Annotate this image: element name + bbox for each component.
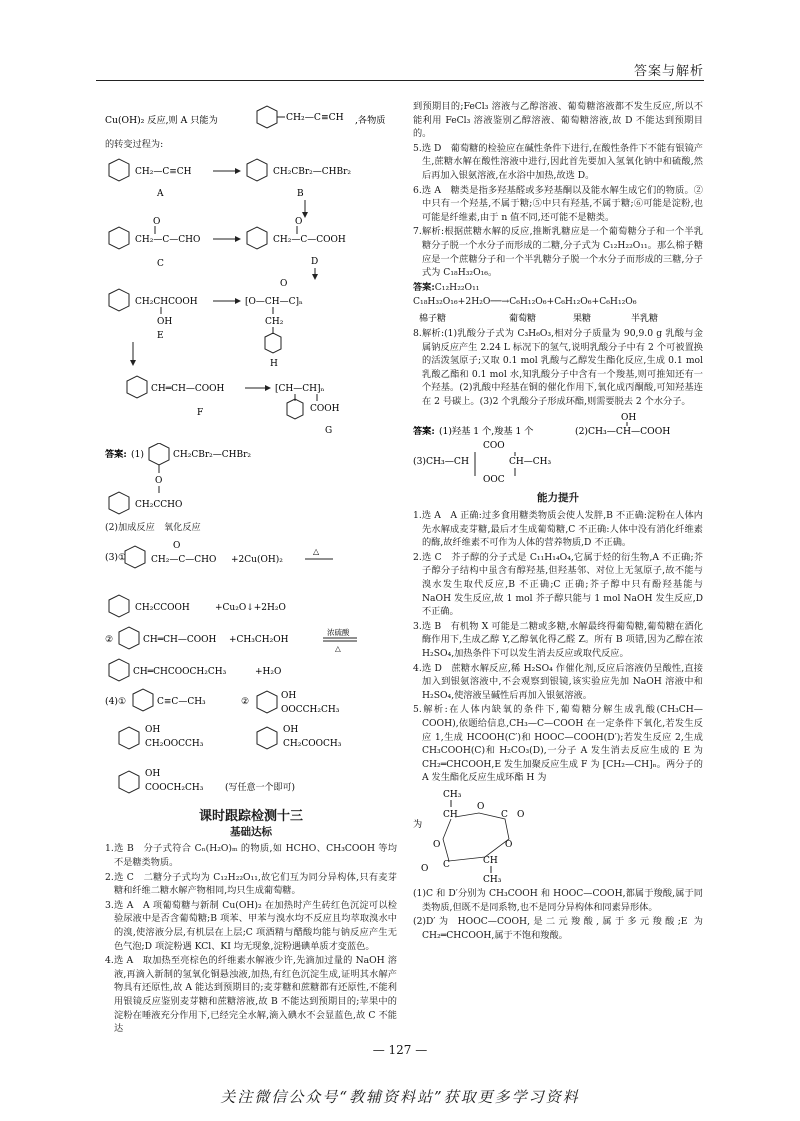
- right-item2: 4.选 D 蔗糖水解反应,稀 H₂SO₄ 作催化剂,反应后溶液仍呈酸性,直接加入到银氨溶液中,不会观察到银镜,该实验应先加 NaOH 溶液中和 H₂SO₄,使溶液呈碱性后再加入银氨溶液。: [413, 662, 703, 701]
- a4-2-label: ②: [241, 696, 250, 708]
- benzene-ring-icon: [287, 399, 303, 419]
- section-2: 能力提升: [537, 492, 579, 505]
- answer-4: [105, 688, 397, 804]
- a3-frag: CH₂—C—CHO: [151, 555, 217, 566]
- a3-label: (3)①: [105, 552, 127, 564]
- a4-note: (写任意一个即可): [225, 783, 296, 794]
- footer-notice: 关注微信公众号“教辅资料站”获取更多学习资料: [220, 1088, 580, 1106]
- left-item: 4.选 A 取加热至亮棕色的纤维素水解液少许,先滴加过量的 NaOH 溶液,再滴入新制的氢氧化铜悬浊液,加热,有红色沉淀生成,证明其水解产物具有还原性,故 A 能达到预期目的;麦芽糖和蔗糖都有还原性,不能利用银镜反应鉴别麦芽糖和蔗糖溶液,故 B 不能达到预期目的;苹果中的淀粉在唾液充分作用下,已经完全水解,滴入碘水不会显蓝色,故 C 不能达: [105, 955, 397, 1035]
- h-ch3-top: CH₃: [443, 789, 462, 800]
- o-h: O: [280, 278, 288, 289]
- right-end-2: (2)D′为 HOOC—COOH,是二元羧酸,属于多元羧酸;E 为 CH₂═CHCOOH,属于不饱和羧酸。: [413, 916, 703, 941]
- equation-7-names: [413, 311, 703, 325]
- frag-e: CH₂CHCOOH: [135, 296, 198, 307]
- a4-4: CH₂COOCH₃: [283, 739, 342, 750]
- h-o-carbonyl-top: O: [517, 809, 525, 820]
- right-item: 到预期目的;FeCl₃ 溶液与乙醇溶液、葡萄糖溶液都不发生反应,所以不能利用 FeCl₃ 溶液鉴别乙醇溶液、葡萄糖溶液,故 D 不能达到预期目的。: [413, 101, 703, 140]
- h-ch-bot: CH: [483, 855, 498, 866]
- a3-o: O: [173, 541, 181, 552]
- left-item: 1.选 B 分子式符合 Cₙ(H₂O)ₘ 的物质,如 HCHO、CH₃COOH 等均不是糖类物质。: [105, 843, 397, 868]
- right-item: 5.选 D 葡萄糖的检验应在碱性条件下进行,在酸性条件下不能有银镜产生,蔗糖水解在酸性溶液中进行,因此首先要加入氢氧化钠中和硫酸,然后再加入银氨溶液,在水浴中加热,故选 D。: [413, 142, 703, 181]
- a3-2-water: +H₂O: [255, 667, 282, 678]
- right-item-8: 8.解析:(1)乳酸分子式为 C₃H₆O₃,相对分子质量为 90,9.0 g 乳酸与金属钠反应产生 2.24 L 标况下的氢气,说明乳酸分子中有 2 个可被置换的活泼氢原子;又取 0.1 mol 乳酸与乙醇发生酯化反应,生成 0.1 mol 乳酸乙酯和 0.1 mol 水,知乳酸分子中含有一个羧基,则可推知还有一个羟基。(2)乳酸中羟基在铜的催化作用下,氧化成丙酮酸,可知羟基连在 2 号碳上。(3)2 个乳酸分子形成环酯,则需要脱去 2 个水分子。: [413, 327, 703, 407]
- benzene-ring-icon: [109, 159, 129, 181]
- answer-3-1b: [105, 594, 397, 624]
- answer-1-o: O: [155, 475, 163, 486]
- a3-2-prod: CH═CHCOOCH₂CH₃: [133, 667, 227, 678]
- ch2-h: CH₂: [265, 316, 284, 327]
- a4-5-oh: OH: [145, 769, 161, 780]
- a4-label: (4)①: [105, 696, 127, 708]
- answer-3-1: [105, 536, 397, 592]
- a4-2-oh: OH: [281, 691, 297, 702]
- section-sub: 基础达标: [230, 825, 272, 838]
- answer-7: [413, 281, 703, 295]
- answer-1-frag2: CH₂CCHO: [135, 499, 183, 510]
- label-a: A: [157, 188, 164, 199]
- answer-8-3: (3)CH₃—CH: [413, 456, 469, 468]
- page-number: — 127 —: [372, 1043, 428, 1057]
- frag-a: CH₂—C≡CH: [135, 166, 192, 177]
- benzene-ring-icon: [109, 227, 129, 249]
- answer-3-2b: [105, 658, 397, 686]
- benzene-ring-icon: [125, 546, 145, 568]
- a3-prod1: CH₂CCOOH: [135, 603, 190, 614]
- a4-4-oh: OH: [283, 725, 299, 736]
- section-title: 课时跟踪检测十三: [198, 809, 303, 825]
- benzene-ring-icon: [109, 492, 129, 514]
- h-c-top: C: [501, 809, 508, 820]
- name-fructose: 果糖: [573, 313, 592, 324]
- frag-d: CH₂—C—COOH: [273, 234, 346, 245]
- right-item2: 3.选 B 有机物 X 可能是二糖或多糖,水解最终得葡萄糖,葡萄糖在酒化酶作用下,生成乙醇 Y,乙醇氧化得乙醛 Z。所有 B 项错,因为乙醇在浓 H₂SO₄,加热条件下可以发生消去反应或取代反应。: [413, 620, 703, 659]
- left-item: 2.选 C 二糖分子式均为 C₁₂H₂₂O₁₁,故它们互为同分异构体,只有麦芽糖和纤维二糖水解产物相同,均只生成葡萄糖。: [105, 871, 397, 897]
- right-item2: 5.解析:在人体内缺氧的条件下,葡萄糖分解生成乳酸(CH₃CH—COOH),依题给信息,CH₃—C—COOH 在一定条件下氧化,若发生反应 1,生成 HCOOH(C′)和 HOOC—COOH(D′);若发生反应 2,生成 CH₃COOH(C)和 H₂CO₃(D),一分子 A 发生消去反应生成的 E 为 CH₂═CHCOOH,E 发生加聚反应生成 F 为 [CH₂—CH]ₙ。两分子的 A 发生酯化反应生成环酯 H 为: [413, 704, 703, 784]
- a3-2-cond-top: 浓硫酸: [327, 628, 350, 638]
- right-item: 7.解析:根据蔗糖水解的反应,推断乳糖应是一个葡萄糖分子和一个半乳糖分子脱一个水分子而形成的二糖,分子式为 C₁₂H₂₂O₁₁。那么棉子糖应是一个蔗糖分子和一个半乳糖分子脱一个水分子而形成的三糖,分子式为 C₁₈H₃₂O₁₆。: [413, 226, 703, 279]
- ring-coo: COO: [483, 441, 505, 452]
- h-o-left: O: [433, 839, 441, 850]
- label-e: E: [157, 330, 164, 341]
- cyclic-ester-h: [413, 787, 703, 885]
- benzene-ring-icon: [109, 659, 129, 681]
- answer-8-oh: OH: [621, 413, 637, 424]
- benzene-ring-icon: [149, 443, 169, 465]
- label-f: F: [197, 407, 204, 418]
- right-column: [413, 100, 703, 943]
- answer-7-label: 答案:: [413, 281, 435, 293]
- benzene-ring-icon: [257, 106, 277, 128]
- benzene-ring-icon: [119, 771, 139, 793]
- h-o-right: O: [505, 839, 513, 850]
- frag-b: CH₂CBr₂—CHBr₂: [273, 166, 352, 177]
- h-ch3-bot: CH₃: [483, 874, 502, 885]
- a3-reagent: +2Cu(OH)₂: [231, 555, 283, 566]
- intro-text-c: 的转变过程为:: [105, 139, 164, 150]
- frag-c: CH₂—C—CHO: [135, 234, 201, 245]
- a3-2-mid: +CH₃CH₂OH: [229, 635, 289, 646]
- benzene-ring-icon: [257, 727, 277, 749]
- left-column: [105, 100, 397, 1037]
- frag-h: [O—CH—C]ₙ: [245, 296, 303, 307]
- left-item: 3.选 A A 项葡萄糖与新制 Cu(OH)₂ 在加热时产生砖红色沉淀可以检验尿液中是否含葡萄糖;B 项苯、甲苯与溴水均不反应且均萃取溴水中的溴,使溶液分层,有机层在上层;C 项酒精与醋酸均能与钠反应产生无色气泡;D 项淀粉遇 KCl、KI 均无现象,淀粉遇碘单质才变蓝色。: [105, 899, 397, 952]
- answer-label: 答案:: [105, 448, 127, 460]
- right-item2: 2.选 C 芥子醇的分子式是 C₁₁H₁₄O₄,它属于烃的衍生物,A 不正确;芥子醇分子结构中虽含有醇羟基,但羟基邻、对位上无氢原子,故不能与溴水发生取代反应,B 不正确;C 正确;芥子醇中只有酚羟基能与 NaOH 发生反应,故 1 mol 芥子醇只能与 1 mol NaOH 发生反应,D 不正确。: [413, 551, 703, 618]
- intro-text-a: Cu(OH)₂ 反应,则 A 只能为: [105, 115, 218, 126]
- answer-1-num: (1): [131, 448, 145, 460]
- a3-prod2: +Cu₂O↓+2H₂O: [215, 603, 286, 614]
- o-c: O: [153, 216, 161, 227]
- label-d: D: [311, 256, 319, 267]
- h-c-bot: C: [443, 859, 450, 870]
- a3-2-label: ②: [105, 634, 114, 646]
- right-item: 6.选 A 糖类是指多羟基醛或多羟基酮以及能水解生成它们的物质。②中只有一个羟基,不属于糖;⑤中只有羟基,不属于糖;⑥可能是淀粉,也可能是纤维素,由于 n 值不同,还可能不是糖类。: [413, 184, 703, 223]
- ring-ch-ch3: CH—CH₃: [509, 457, 552, 468]
- benzene-ring-icon: [257, 691, 277, 713]
- intro-structure: [105, 102, 397, 136]
- benzene-ring-icon: [127, 376, 147, 398]
- a3-2-left: CH═CH—COOH: [143, 635, 217, 646]
- benzene-ring-icon: [133, 689, 153, 711]
- h-o-top: O: [477, 801, 485, 812]
- reaction-scheme: [105, 154, 397, 369]
- a4-1: C≡C—CH₃: [157, 697, 206, 708]
- benzene-ring-icon: [247, 159, 267, 181]
- intro-frag: CH₂—C≡CH: [286, 112, 344, 123]
- name-galactose: 半乳糖: [631, 313, 659, 324]
- frag-f: CH═CH—COOH: [151, 383, 225, 394]
- benzene-ring-icon: [109, 289, 129, 311]
- reaction-fg: [105, 371, 397, 441]
- right-end-1: (1)C 和 D′分别为 CH₃COOH 和 HOOC—COOH,都属于羧酸,属于同类物质,但既不是同系物,也不是同分异构体和同素异形体。: [413, 887, 703, 913]
- right-item2: 1.选 A A 正确:过多食用糖类物质会使人发胖,B 不正确:淀粉在人体内先水解成麦芽糖,最后才生成葡萄糖,C 不正确:人体中没有消化纤维素的酶,故纤维素不可作为人体的营养物质,D 不正确。: [413, 510, 703, 549]
- svg-text:△: △: [313, 547, 320, 557]
- a3-2-cond-bot: △: [335, 644, 341, 654]
- a4-5: COOCH₂CH₃: [145, 783, 204, 794]
- answer-3-2: [105, 626, 397, 656]
- name-glucose: 葡萄糖: [509, 313, 537, 324]
- ring-ooc: OOC: [483, 475, 505, 486]
- intro-text-b: ,各物质: [355, 115, 386, 126]
- equation-7: C₁₈H₃₂O₁₆+2H₂O──→C₆H₁₂O₆+C₆H₁₂O₆+C₆H₁₂O₆: [413, 296, 637, 308]
- h-o-carbonyl-bot: O: [421, 863, 429, 874]
- benzene-ring-icon: [119, 727, 139, 749]
- answer-8: [413, 410, 703, 490]
- a4-3: CH₂OOCCH₃: [145, 739, 204, 750]
- answer-1: [105, 443, 397, 519]
- o-d: O: [295, 216, 303, 227]
- answer-1-frag: CH₂CBr₂—CHBr₂: [173, 449, 252, 460]
- label-c: C: [157, 258, 164, 269]
- a4-3-oh: OH: [145, 725, 161, 736]
- name-raffinose: 棉子糖: [419, 313, 447, 324]
- label-h: H: [270, 358, 278, 369]
- frag-g: [CH—CH]ₙ: [275, 383, 325, 394]
- header-title: 答案与解析: [633, 64, 704, 79]
- label-g: G: [325, 425, 333, 436]
- answer-7-value: C₁₂H₂₂O₁₁: [434, 281, 480, 293]
- benzene-ring-icon: [109, 595, 129, 617]
- header-rule: [96, 80, 704, 81]
- label-b: B: [297, 188, 304, 199]
- benzene-ring-icon: [119, 627, 139, 649]
- h-ch-top: CH: [443, 809, 458, 820]
- oh-e: OH: [157, 316, 173, 327]
- benzene-ring-icon: [265, 333, 281, 353]
- answer-8-1: (1)羟基 1 个,羧基 1 个: [439, 426, 534, 438]
- benzene-ring-icon: [247, 227, 267, 249]
- cooh-g: COOH: [310, 403, 340, 414]
- h-wei: 为: [413, 818, 423, 830]
- answer-8-label: 答案:: [413, 426, 435, 438]
- answer-8-2: (2)CH₃—CH—COOH: [575, 426, 671, 438]
- answer-2: (2)加成反应 氧化反应: [105, 521, 201, 533]
- a4-2: OOCCH₂CH₃: [281, 705, 340, 716]
